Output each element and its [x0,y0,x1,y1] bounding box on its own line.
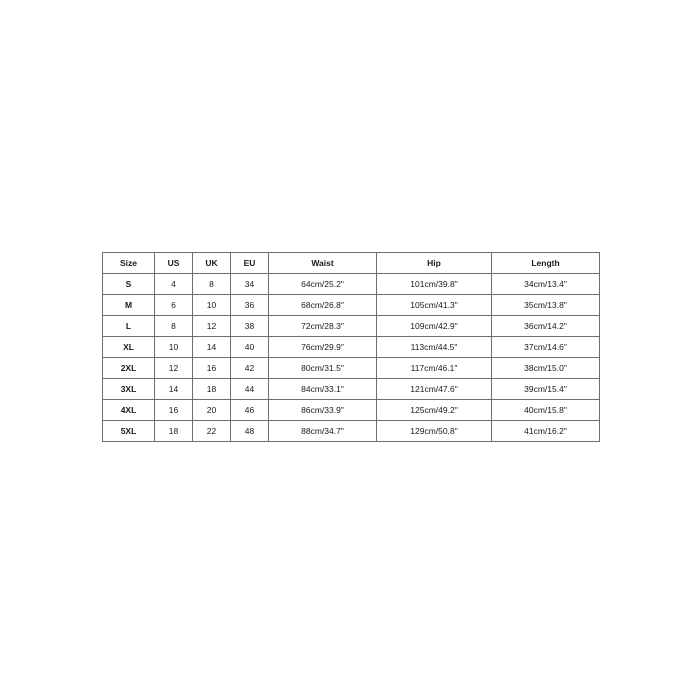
cell-us: 14 [155,379,193,400]
cell-waist: 76cm/29.9" [269,337,377,358]
cell-uk: 20 [193,400,231,421]
cell-size: XL [103,337,155,358]
cell-eu: 34 [231,274,269,295]
cell-us: 18 [155,421,193,442]
cell-hip: 101cm/39.8" [377,274,492,295]
cell-length: 40cm/15.8" [492,400,600,421]
cell-length: 38cm/15.0" [492,358,600,379]
header-size: Size [103,253,155,274]
cell-us: 4 [155,274,193,295]
cell-waist: 84cm/33.1" [269,379,377,400]
cell-hip: 109cm/42.9" [377,316,492,337]
cell-waist: 64cm/25.2" [269,274,377,295]
cell-uk: 22 [193,421,231,442]
cell-size: 3XL [103,379,155,400]
cell-uk: 10 [193,295,231,316]
cell-hip: 113cm/44.5" [377,337,492,358]
header-uk: UK [193,253,231,274]
header-waist: Waist [269,253,377,274]
cell-size: M [103,295,155,316]
header-us: US [155,253,193,274]
header-length: Length [492,253,600,274]
cell-uk: 18 [193,379,231,400]
header-hip: Hip [377,253,492,274]
cell-length: 39cm/15.4" [492,379,600,400]
cell-length: 36cm/14.2" [492,316,600,337]
table-row [103,337,600,358]
size-chart-table [102,252,600,442]
cell-uk: 8 [193,274,231,295]
cell-size: L [103,316,155,337]
cell-size: 5XL [103,421,155,442]
cell-hip: 129cm/50.8" [377,421,492,442]
cell-size: 4XL [103,400,155,421]
cell-waist: 72cm/28.3" [269,316,377,337]
cell-eu: 44 [231,379,269,400]
cell-waist: 80cm/31.5" [269,358,377,379]
cell-eu: 40 [231,337,269,358]
cell-length: 35cm/13.8" [492,295,600,316]
cell-eu: 46 [231,400,269,421]
cell-waist: 86cm/33.9" [269,400,377,421]
table-row [103,316,600,337]
table-row [103,295,600,316]
cell-hip: 121cm/47.6" [377,379,492,400]
header-eu: EU [231,253,269,274]
cell-us: 8 [155,316,193,337]
cell-eu: 38 [231,316,269,337]
cell-size: S [103,274,155,295]
cell-hip: 125cm/49.2" [377,400,492,421]
cell-hip: 117cm/46.1" [377,358,492,379]
table-row [103,274,600,295]
cell-length: 34cm/13.4" [492,274,600,295]
table-row [103,379,600,400]
header-row [103,253,600,274]
cell-us: 16 [155,400,193,421]
table-row [103,358,600,379]
cell-waist: 68cm/26.8" [269,295,377,316]
cell-eu: 48 [231,421,269,442]
cell-length: 41cm/16.2" [492,421,600,442]
cell-length: 37cm/14.6" [492,337,600,358]
cell-uk: 16 [193,358,231,379]
table-row [103,421,600,442]
table-row [103,400,600,421]
cell-uk: 14 [193,337,231,358]
cell-us: 6 [155,295,193,316]
cell-eu: 42 [231,358,269,379]
cell-eu: 36 [231,295,269,316]
cell-hip: 105cm/41.3" [377,295,492,316]
cell-size: 2XL [103,358,155,379]
cell-us: 10 [155,337,193,358]
cell-waist: 88cm/34.7" [269,421,377,442]
cell-uk: 12 [193,316,231,337]
cell-us: 12 [155,358,193,379]
